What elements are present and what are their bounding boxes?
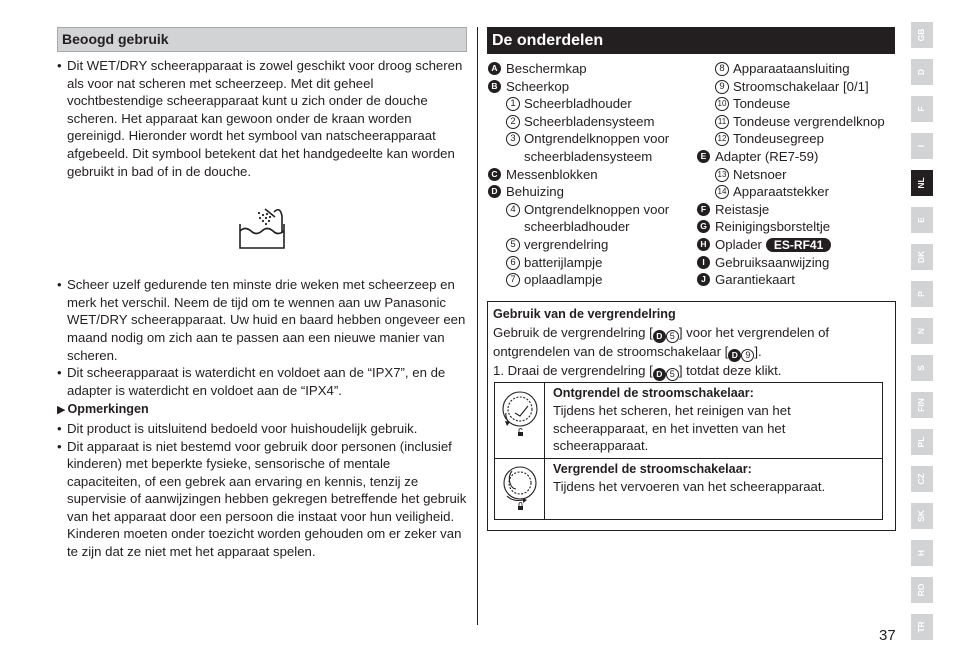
part-label: Oplader [715, 236, 762, 252]
language-tab-i[interactable] [911, 133, 933, 159]
wet-shaving-symbol [57, 180, 467, 276]
unlock-title: Ontgrendel de stroomschakelaar: [553, 385, 754, 400]
parts-list-item [696, 130, 896, 148]
unlock-panel [494, 382, 883, 459]
lock-panel [494, 459, 883, 520]
part-number-circle: 10 [715, 97, 729, 111]
part-label: scheerbladensysteem [524, 148, 653, 164]
part-label: Beschermkap [506, 61, 587, 76]
lock-step-text-a: 1. Draai de vergrendelring [ [493, 362, 653, 378]
part-number: 9 [741, 349, 754, 362]
part-label: Ontgrendelknoppen voor [524, 131, 670, 147]
column-divider [477, 27, 478, 625]
lock-ring-line-2 [493, 343, 890, 362]
language-tab-label: H [916, 549, 927, 557]
part-label: batterijlampje [524, 254, 603, 270]
lock-symbol-cell [495, 459, 545, 519]
parts-list-item [487, 183, 697, 201]
parts-list-item [696, 95, 896, 113]
part-letter-badge: C [488, 168, 501, 181]
language-tab-pl[interactable] [911, 429, 933, 455]
parts-list-item [696, 183, 896, 201]
part-badge: D [653, 368, 666, 381]
part-number-circle: 1 [506, 97, 520, 111]
language-tab-f[interactable] [911, 96, 933, 122]
language-tab-label: CZ [916, 473, 927, 485]
parts-list-item [487, 113, 697, 131]
language-tab-d[interactable] [911, 59, 933, 85]
parts-list-item [487, 201, 697, 219]
part-label: Scheerkop [506, 78, 570, 94]
part-letter-badge: D [488, 185, 501, 198]
language-tab-fin[interactable] [911, 392, 933, 418]
part-letter-badge: G [697, 220, 710, 233]
parts-list-item [696, 236, 896, 254]
unlock-text-block [553, 384, 876, 455]
unlock-ring-icon [501, 389, 539, 439]
language-tab-sk[interactable] [911, 503, 933, 529]
language-tab-label: D [916, 68, 927, 76]
part-label: Netsnoer [733, 166, 787, 182]
part-number-circle: 7 [506, 273, 520, 287]
intro-paragraph: • Dit WET/DRY scheerapparaat is zowel geschikt voor droog scheren als voor nat scheren met scheerzeep. Met dit geheel vochtbestendige scheerapparaat kunt u zich onder de douche scheren. Het apparaat kan gewoon onder de kraan worden gereinigd. Hieronder wordt het symbool van natscheerapparaat afgebeeld. Dit symbool betekent dat het handgedeelte kan worden gebruikt in bad of in de douche. [57, 57, 467, 180]
part-letter-badge: H [697, 238, 710, 251]
part-letter-badge: B [488, 80, 501, 93]
language-tab-cz[interactable] [911, 466, 933, 492]
lock-text-block [553, 460, 876, 496]
parts-list-item [487, 78, 697, 96]
parts-list-item [487, 148, 697, 166]
parts-column-2 [696, 60, 896, 289]
part-number-circle: 14 [715, 185, 729, 199]
part-label: Ontgrendelknoppen voor [524, 201, 670, 217]
language-tab-gb[interactable] [911, 22, 933, 48]
language-tabs [911, 22, 933, 651]
part-number-circle: 8 [715, 62, 729, 76]
part-letter-badge: A [488, 62, 501, 75]
part-label: Gebruiksaanwijzing [715, 254, 830, 270]
parts-column-1 [487, 60, 697, 289]
part-number-circle: 11 [715, 115, 729, 129]
language-tab-tr[interactable] [911, 614, 933, 640]
section-heading-intended-use: Beoogd gebruik [57, 27, 467, 52]
language-tab-s[interactable] [911, 355, 933, 381]
part-label: Tondeuse vergrendelknop [733, 113, 885, 129]
lock-ring-box [487, 301, 896, 531]
part-label: Reinigingsborsteltje [715, 219, 831, 235]
parts-list-item [487, 166, 697, 184]
part-number-circle: 9 [715, 80, 729, 94]
lock-ring-icon [501, 465, 539, 515]
part-badge: D [653, 330, 666, 343]
bullet-waterproof: • Dit scheerapparaat is waterdicht en voldoet aan de “IPX7”, en de adapter is waterdicht en voldoet aan de “IPX4”. [57, 364, 467, 399]
language-tab-label: SK [916, 510, 927, 522]
parts-list-item [696, 113, 896, 131]
part-label: Scheerbladhouder [524, 96, 632, 112]
parts-list-item [487, 271, 697, 289]
parts-list-item [487, 130, 697, 148]
language-tab-label: I [916, 144, 927, 148]
triangle-right-icon: ▶ [57, 404, 66, 417]
part-number-circle: 12 [715, 132, 729, 146]
part-badge: D [728, 349, 741, 362]
lock-ring-line-1 [493, 324, 890, 343]
language-tab-label: PL [916, 436, 927, 448]
parts-list-item [696, 166, 896, 184]
parts-list-item [696, 254, 896, 272]
part-label: Garantiekaart [715, 272, 795, 288]
lock-ring-step-1 [493, 362, 890, 381]
shower-bath-icon [237, 204, 287, 252]
unlock-description: Tijdens het scheren, het reinigen van het scheerapparaat, en het invetten van het scheerapparaat. [553, 403, 791, 454]
language-tab-label: F [916, 106, 927, 112]
language-tab-label: E [916, 217, 927, 223]
parts-list-item [696, 218, 896, 236]
part-label: Behuizing [506, 184, 564, 200]
language-tab-e[interactable] [911, 207, 933, 233]
section-heading-parts: De onderdelen [487, 27, 895, 54]
part-letter-badge: F [697, 203, 710, 216]
parts-list-item [696, 60, 896, 78]
parts-list-item [487, 60, 697, 78]
part-letter-badge: J [697, 273, 710, 286]
parts-list-item [696, 201, 896, 219]
part-number: 5 [666, 368, 679, 381]
part-number-circle: 13 [715, 168, 729, 182]
language-tab-label: TR [916, 621, 927, 633]
parts-list-item [696, 78, 896, 96]
part-number-circle: 2 [506, 115, 520, 129]
part-number-circle: 4 [506, 203, 520, 217]
part-label: Adapter (RE7-59) [715, 148, 819, 164]
language-tab-label: S [916, 365, 927, 371]
part-label: Messenblokken [506, 166, 598, 182]
part-label: Stroomschakelaar [0/1] [733, 78, 869, 94]
parts-list-item [696, 271, 896, 289]
part-label: Apparaatstekker [733, 184, 830, 200]
parts-list-item [487, 95, 697, 113]
lock-line2-text-a: ontgrendelen van de stroomschakelaar [ [493, 343, 729, 359]
parts-list-item [487, 236, 697, 254]
part-number-circle: 6 [506, 256, 520, 270]
language-tab-label: DK [916, 250, 927, 264]
parts-list-item [696, 148, 896, 166]
language-tab-label: P [916, 291, 927, 297]
part-number: 5 [666, 330, 679, 343]
language-tab-ro[interactable] [911, 577, 933, 603]
notes-title-label: Opmerkingen [67, 402, 149, 417]
part-label: Reistasje [715, 201, 770, 217]
language-tab-h[interactable] [911, 540, 933, 566]
bullet-wet-shaving-advice: • Scheer uzelf gedurende ten minste drie weken met scheerzeep en merk het verschil. Neem de tijd om te wennen aan uw Panasonic WET/DRY scheerapparaat. Uw huid en baard hebben ongeveer een maand nodig om zich aan te passen aan een nieuwe manier van scheren. [57, 276, 467, 364]
unlock-symbol-cell [495, 383, 545, 458]
language-tab-label: RO [916, 583, 927, 597]
lock-line1-text-b: ] voor het vergrendelen of [678, 324, 830, 340]
charger-model-badge: ES-RF41 [766, 238, 831, 252]
part-label: oplaadlampje [524, 272, 603, 288]
language-tab-nl[interactable] [911, 170, 933, 196]
language-tab-dk[interactable] [911, 244, 933, 270]
page-number: 37 [879, 627, 896, 644]
part-label: vergrendelring [524, 236, 609, 252]
part-label: scheerbladhouder [524, 219, 630, 235]
lock-step-text-b: ] totdat deze klikt. [678, 362, 782, 378]
part-letter-badge: E [697, 150, 710, 163]
language-tab-label: GB [916, 28, 927, 42]
right-column [487, 27, 895, 531]
language-tab-label: FIN [916, 398, 927, 412]
parts-list-item [487, 254, 697, 272]
part-number-circle: 5 [506, 238, 520, 252]
lock-description: Tijdens het vervoeren van het scheerapparaat. [553, 479, 826, 495]
parts-list [487, 60, 895, 292]
language-tab-n[interactable] [911, 318, 933, 344]
part-number-circle: 3 [506, 132, 520, 146]
lock-line2-text-b: ]. [754, 343, 762, 359]
lock-ring-title: Gebruik van de vergrendelring [493, 307, 676, 321]
part-label: Tondeuse [733, 96, 791, 112]
lock-line1-text-a: Gebruik de vergrendelring [ [493, 324, 653, 340]
language-tab-label: NL [916, 177, 927, 189]
part-label: Apparaataansluiting [733, 61, 850, 76]
lock-title: Vergrendel de stroomschakelaar: [553, 461, 752, 476]
language-tab-p[interactable] [911, 281, 933, 307]
part-label: Scheerbladensysteem [524, 113, 655, 129]
part-letter-badge: I [697, 256, 710, 269]
parts-list-item [487, 218, 697, 236]
note-household-use: • Dit product is uitsluitend bedoeld voor huishoudelijk gebruik. [57, 420, 467, 438]
note-supervision: • Dit apparaat is niet bestemd voor gebruik door personen (inclusief kinderen) met beperkte fysieke, sensorische of mentale capaciteiten, of een gebrek aan ervaring en kennis, tenzij ze supervisie of aanwijzingen hebben gekregen betreffende het gebruik van het apparaat door een persoon die instaat voor hun veiligheid. Kinderen moeten onder toezicht worden gehouden om er zeker van te zijn dat ze niet met het apparaat spelen. [57, 438, 467, 561]
notes-title [57, 401, 467, 420]
part-label: Tondeusegreep [733, 131, 824, 147]
language-tab-label: N [916, 327, 927, 335]
left-column [57, 27, 467, 561]
